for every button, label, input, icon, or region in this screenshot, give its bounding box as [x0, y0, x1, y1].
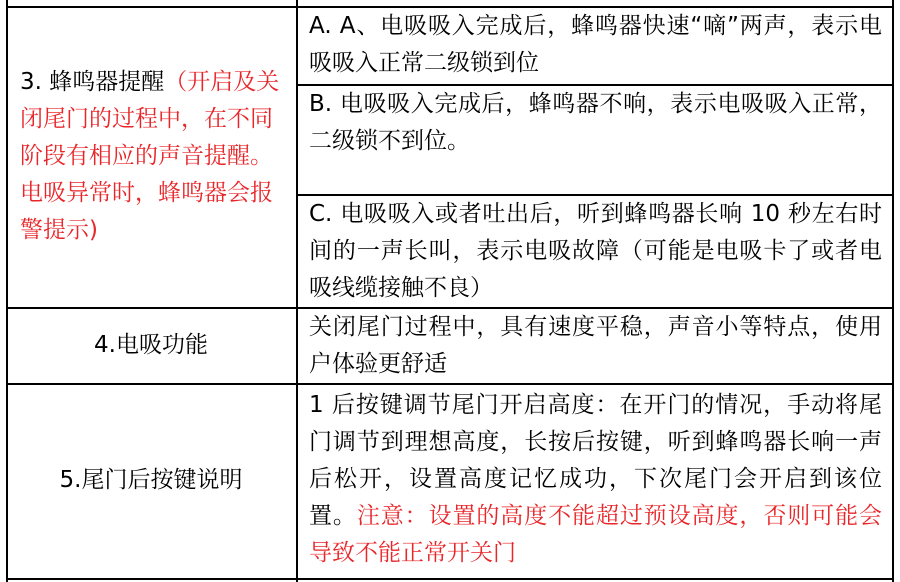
item-a-text: A. A、电吸吸入完成后，蜂鸣器快速“嘀”两声，表示电吸吸入正常二级锁到位	[309, 13, 882, 76]
row-4-text: 关闭尾门过程中，具有速度平稳，声音小等特点，使用户体验更舒适	[309, 314, 882, 377]
row-3-item-c	[296, 196, 894, 307]
row-4-label: 4.电吸功能	[94, 331, 208, 358]
row-5-warning-note: 注意：设置的高度不能超过预设高度，否则可能会导致不能正常开关门	[309, 503, 883, 566]
row-5-label: 5.尾门后按键说明	[59, 467, 243, 493]
row-5-label-cell	[6, 383, 296, 578]
row-4-content	[296, 309, 894, 383]
row-5-content	[296, 387, 894, 578]
row-3-label-note: （开启及关闭尾门的过程中，在不同阶段有相应的声音提醒。电吸异常时，蜂鸣器会报警提示)	[20, 69, 280, 243]
row-3-label-cell	[6, 6, 296, 307]
row-5-text: 1 后按键调节尾门开启高度：在开门的情况，手动将尾门调节到理想高度，长按后按键，听到蜂鸣器长响一声后松开，设置高度记忆成功，下次尾门会开启到该位置。	[309, 392, 882, 529]
item-b-text: B. 电吸吸入完成后，蜂鸣器不响，表示电吸吸入正常，二级锁不到位。	[309, 91, 882, 154]
row-3-item-b	[296, 86, 894, 194]
item-c-text: C. 电吸吸入或者吐出后，听到蜂鸣器长响 10 秒左右时间的一声长叫，表示电吸故障（可能是电吸卡了或者电吸线缆接触不良）	[309, 201, 882, 301]
row-divider	[6, 578, 894, 580]
row-3-label: 3. 蜂鸣器提醒	[20, 69, 165, 95]
row-4-label-cell	[6, 307, 296, 383]
row-3-label-text	[20, 64, 286, 249]
row-3-item-a	[296, 8, 894, 84]
